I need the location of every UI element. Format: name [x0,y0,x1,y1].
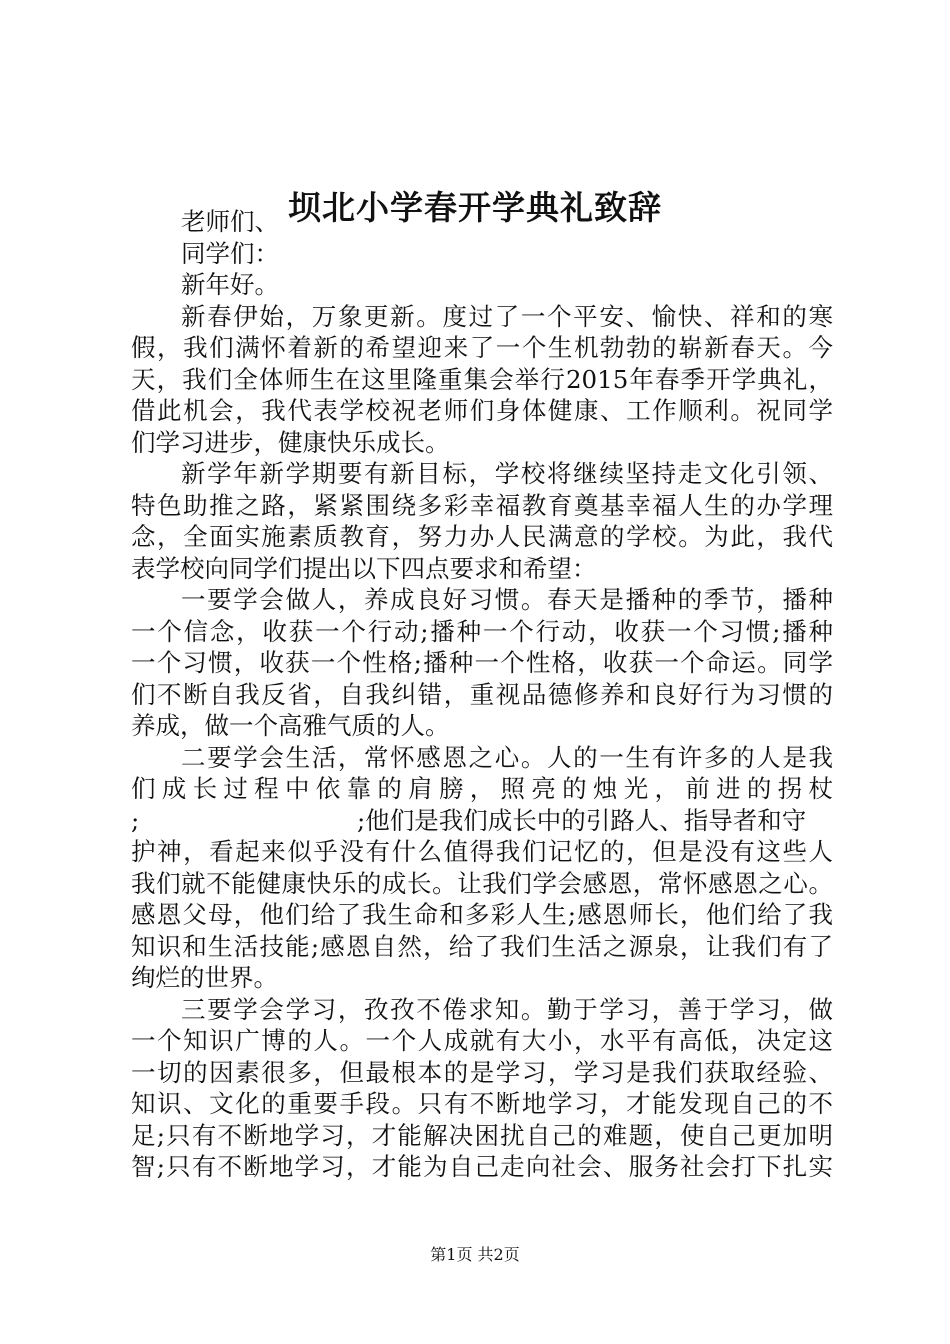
paragraph-line: 们不断自我反省，自我纠错，重视品德修养和良好行为习惯的 [131,679,833,709]
paragraph-line: 假，我们满怀着新的希望迎来了一个生机勃勃的崭新春天。今 [131,333,833,362]
paragraph-line: 一个习惯，收获一个性格;播种一个性格，收获一个命运。同学 [131,648,833,677]
paragraph-line: 一要学会做人，养成良好习惯。春天是播种的季节，播种 [181,585,833,614]
paragraph-line: 二要学会生活，常怀感恩之心。人的一生有许多的人是我 [181,742,833,772]
paragraph-line: 表学校向同学们提出以下四点要求和希望： [131,553,597,583]
paragraph-line: 知识、文化的重要手段。只有不断地学习，才能发现自己的不 [131,1089,833,1118]
document-body [131,206,833,1183]
paragraph-line-tail: ;他们是我们成长中的引路人、指导者和守 [357,805,807,835]
semicolon-mark: ; [131,805,140,835]
paragraph-line: 天，我们全体师生在这里隆重集会举行2015年春季开学典礼， [131,364,833,394]
document-title: 坝北小学春开学典礼致辞 [288,188,662,227]
paragraph-line: 一个知识广博的人。一个人成就有大小，水平有高低，决定这 [131,1026,833,1055]
salutation-line: 老师们、 [181,207,279,236]
paragraph-line-split [131,805,833,837]
paragraph-line: 养成，做一个高雅气质的人。 [131,711,450,740]
paragraph-line: 足;只有不断地学习，才能解决困扰自己的难题，使自己更加明 [131,1120,833,1150]
page-number-footer: 第1页 共2页 [430,1245,520,1264]
paragraph-line: 们学习进步，健康快乐成长。 [131,427,450,457]
paragraph-line: 感恩父母，他们给了我生命和多彩人生;感恩师长，他们给了我 [131,900,833,929]
paragraph-line: 新春伊始，万象更新。度过了一个平安、愉快、祥和的寒 [181,301,833,331]
paragraph-line: 知识和生活技能;感恩自然，给了我们生活之源泉，让我们有了 [131,931,833,961]
paragraph-line: 绚烂的世界。 [131,963,278,992]
greeting-line: 新年好。 [181,270,279,299]
paragraph-line: 们成长过程中依靠的肩膀，照亮的烛光，前进的拐杖 [131,774,833,803]
paragraph-line: 借此机会，我代表学校祝老师们身体健康、工作顺利。祝同学 [131,396,833,425]
salutation-line: 同学们： [181,238,279,268]
paragraph-line: 特色助推之路，紧紧围绕多彩幸福教育奠基幸福人生的办学理 [131,490,833,520]
paragraph-line: 一个信念，收获一个行动;播种一个行动，收获一个习惯;播种 [131,616,833,646]
paragraph-line: 念，全面实施素质教育，努力办人民满意的学校。为此，我代 [131,522,833,551]
paragraph-line: 三要学会学习，孜孜不倦求知。勤于学习，善于学习，做 [181,994,833,1024]
paragraph-line: 我们就不能健康快乐的成长。让我们学会感恩，常怀感恩之心。 [131,868,833,898]
paragraph-line: 一切的因素很多，但最根本的是学习，学习是我们获取经验、 [131,1057,833,1087]
paragraph-line: 新学年新学期要有新目标，学校将继续坚持走文化引领、 [181,459,833,488]
paragraph-line: 护神，看起来似乎没有什么值得我们记忆的，但是没有这些人 [131,837,833,866]
paragraph-line: 智;只有不断地学习，才能为自己走向社会、服务社会打下扎实 [131,1152,833,1181]
